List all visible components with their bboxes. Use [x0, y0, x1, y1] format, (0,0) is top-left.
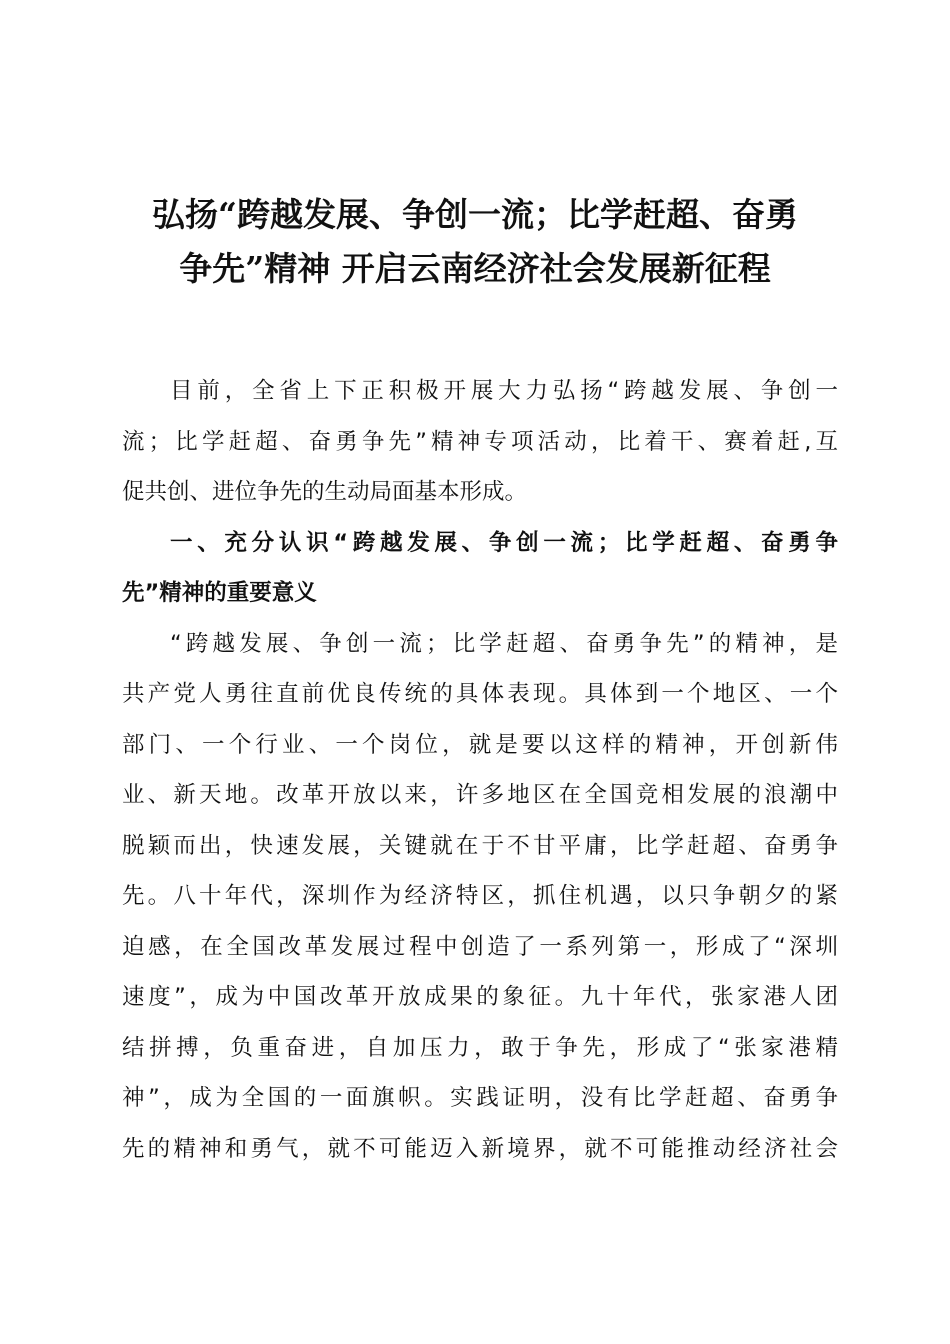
document-title [110, 188, 840, 296]
intro-paragraph [122, 366, 838, 518]
heading-line: 先”精神的重要意义 [122, 580, 317, 606]
text-line: 速度”，成为中国改革开放成果的象征。九十年代，张家港人团 [122, 984, 838, 1010]
title-line: 弘扬“跨越发展、争创一流；比学赶超、奋勇 [152, 195, 798, 234]
title-line: 争先”精神 开启云南经济社会发展新征程 [179, 249, 771, 288]
section-paragraph [122, 619, 838, 1175]
text-line: 业、新天地。改革开放以来，许多地区在全国竞相发展的浪潮中 [122, 782, 838, 808]
text-line: 先的精神和勇气，就不可能迈入新境界，就不可能推动经济社会 [122, 1135, 838, 1162]
text-line: 迫感，在全国改革发展过程中创造了一系列第一，形成了“深圳 [122, 933, 838, 960]
document-body [122, 366, 838, 1174]
text-line: 部门、一个行业、一个岗位，就是要以这样的精神，开创新伟 [122, 731, 838, 758]
section-heading [122, 518, 838, 619]
text-line: 促共创、进位争先的生动局面基本形成。 [122, 479, 528, 505]
text-line: 共产党人勇往直前优良传统的具体表现。具体到一个地区、一个 [122, 681, 838, 707]
text-line: 神”，成为全国的一面旗帜。实践证明，没有比学赶超、奋勇争 [122, 1085, 838, 1111]
text-line: 结拼搏，负重奋进，自加压力，敢于争先，形成了“张家港精 [122, 1034, 838, 1061]
text-line: 流；比学赶超、奋勇争先”精神专项活动，比着干、赛着赶,互 [122, 428, 838, 455]
text-line: 目前，全省上下正积极开展大力弘扬“跨越发展、争创一 [170, 378, 838, 404]
text-line: 脱颖而出，快速发展，关键就在于不甘平庸，比学赶超、奋勇争 [122, 832, 838, 859]
text-line: “跨越发展、争创一流；比学赶超、奋勇争先”的精神，是 [170, 630, 838, 657]
text-line: 先。八十年代，深圳作为经济特区，抓住机遇，以只争朝夕的紧 [122, 883, 838, 909]
heading-line: 一、充分认识“跨越发展、争创一流；比学赶超、奋勇争 [170, 529, 838, 556]
